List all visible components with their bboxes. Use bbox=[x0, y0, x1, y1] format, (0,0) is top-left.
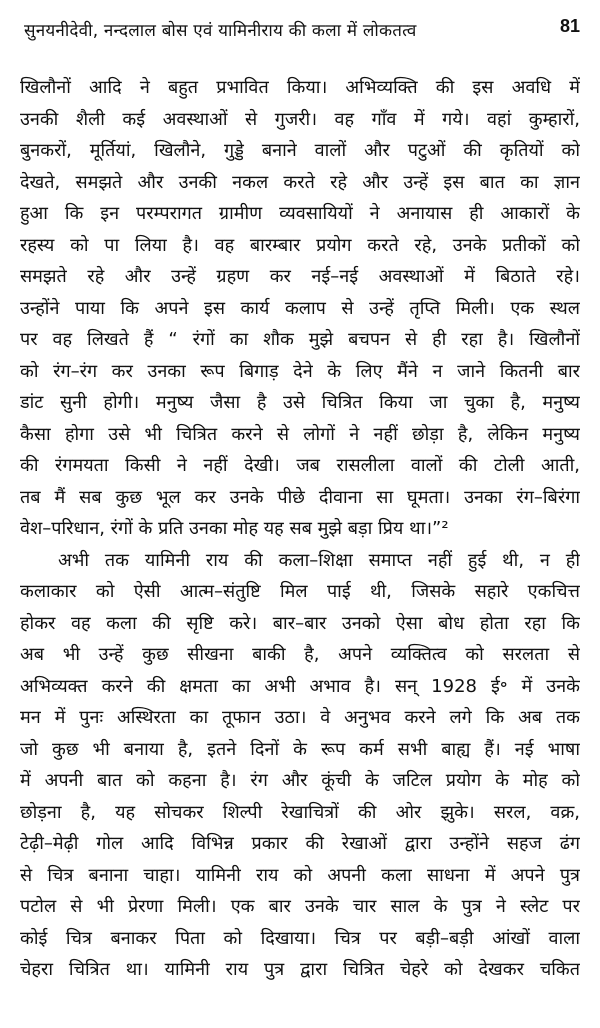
text-line: हुआ कि इन परम्परागत ग्रामीण व्यवसायियों ने अनायास ही आकारों के bbox=[20, 203, 580, 224]
running-title: सुनयनीदेवी, नन्दलाल बोस एवं यामिनीराय की कला में लोकतत्व bbox=[24, 21, 417, 41]
text-line: को रंग–रंग कर उनका रूप बिगाड़ देने के लिए मैंने न जाने कितनी बार bbox=[20, 360, 580, 382]
body-text bbox=[20, 72, 580, 986]
text-line: रहस्य को पा लिया है। वह बारम्बार प्रयोग करते रहे, उनके प्रतीकों को bbox=[20, 234, 580, 256]
text-line: देखते, समझते और उनकी नकल करते रहे और उन्हें इस बात का ज्ञान bbox=[20, 171, 580, 193]
text-line: खिलौनों आदि ने बहुत प्रभावित किया। अभिव्यक्ति की इस अवधि में bbox=[20, 77, 580, 98]
text-line: जो कुछ भी बनाया है, इतने दिनों के रूप कर्म सभी बाह्य हैं। नई भाषा bbox=[20, 738, 580, 760]
text-line: अब भी उन्हें कुछ सीखना बाकी है, अपने व्यक्तित्व को सरलता से bbox=[20, 644, 580, 665]
text-line: छोड़ना है, यह सोचकर शिल्पी रेखाचित्रों की ओर झुके। सरल, वक्र, bbox=[20, 801, 580, 823]
text-line: मन में पुनः अस्थिरता का तूफान उठा। वे अनुभव करने लगे कि अब तक bbox=[20, 707, 580, 728]
paragraph-2 bbox=[20, 545, 580, 986]
text-line: में अपनी बात को कहना है। रंग और कूंची के जटिल प्रयोग के मोह को bbox=[20, 770, 580, 791]
text-line: उनकी शैली कई अवस्थाओं से गुजरी। वह गाँव में गये। वहां कुम्हारों, bbox=[20, 108, 580, 130]
text-line: कोई चित्र बनाकर पिता को दिखाया। चित्र पर बड़ी–बड़ी आंखों वाला bbox=[20, 927, 580, 949]
text-line: से चित्र बनाना चाहा। यामिनी राय को अपनी कला साधना में अपने पुत्र bbox=[20, 864, 580, 886]
text-line: टेढ़ी–मेढ़ी गोल आदि विभिन्न प्रकार की रेखाओं द्वारा उन्होंने सहज ढंग bbox=[20, 833, 580, 854]
text-line: अभी तक यामिनी राय की कला–शिक्षा समाप्त नहीं हुई थी, न ही bbox=[58, 549, 580, 571]
text-line: डांट सुनी होगी। मनुष्य जैसा है उसे चित्रित किया जा चुका है, मनुष्य bbox=[20, 392, 580, 413]
text-line: पर वह लिखते हैं “ रंगों का शौक मुझे बचपन से ही रहा है। खिलौनों bbox=[20, 329, 580, 350]
text-line: वेश–परिधान, रंगों के प्रति उनका मोह यह सब मुझे बड़ा प्रिय था।”² bbox=[20, 518, 449, 539]
text-line: पटोल से भी प्रेरणा मिली। एक बार उनके चार साल के पुत्र ने स्लेट पर bbox=[20, 896, 580, 917]
text-line: होकर वह कला की सृष्टि करे। बार–बार उनको ऐसा बोध होता रहा कि bbox=[20, 612, 580, 634]
text-line: तब मैं सब कुछ भूल कर उनके पीछे दीवाना सा घूमता। उनका रंग–बिरंगा bbox=[20, 486, 580, 508]
text-line: अभिव्यक्त करने की क्षमता का अभी अभाव है। सन् 1928 ई॰ में उनके bbox=[20, 675, 580, 697]
paragraph-1 bbox=[20, 72, 580, 545]
text-line: बुनकरों, मूर्तियां, खिलौने, गुड्डे बनाने वालों और पटुओं की कृतियों को bbox=[20, 140, 580, 161]
text-line: उन्होंने पाया कि अपने इस कार्य कलाप से उन्हें तृप्ति मिली। एक स्थल bbox=[20, 297, 580, 319]
text-line: समझते रहे और उन्हें ग्रहण कर नई–नई अवस्थाओं में बिठाते रहे। bbox=[20, 266, 580, 287]
text-line: चेहरा चित्रित था। यामिनी राय पुत्र द्वारा चित्रित चेहरे को देखकर चकित bbox=[20, 959, 580, 980]
page-number: 81 bbox=[559, 16, 580, 36]
text-line: कैसा होगा उसे भी चित्रित करने से लोगों ने नहीं छोड़ा है, लेकिन मनुष्य bbox=[20, 423, 580, 445]
page-header bbox=[24, 16, 580, 46]
text-line: की रंगमयता किसी ने नहीं देखी। जब रासलीला वालों की टोली आती, bbox=[20, 455, 580, 476]
text-line: कलाकार को ऐसी आत्म–संतुष्टि मिल पाई थी, जिसके सहारे एकचित्त bbox=[20, 581, 580, 602]
